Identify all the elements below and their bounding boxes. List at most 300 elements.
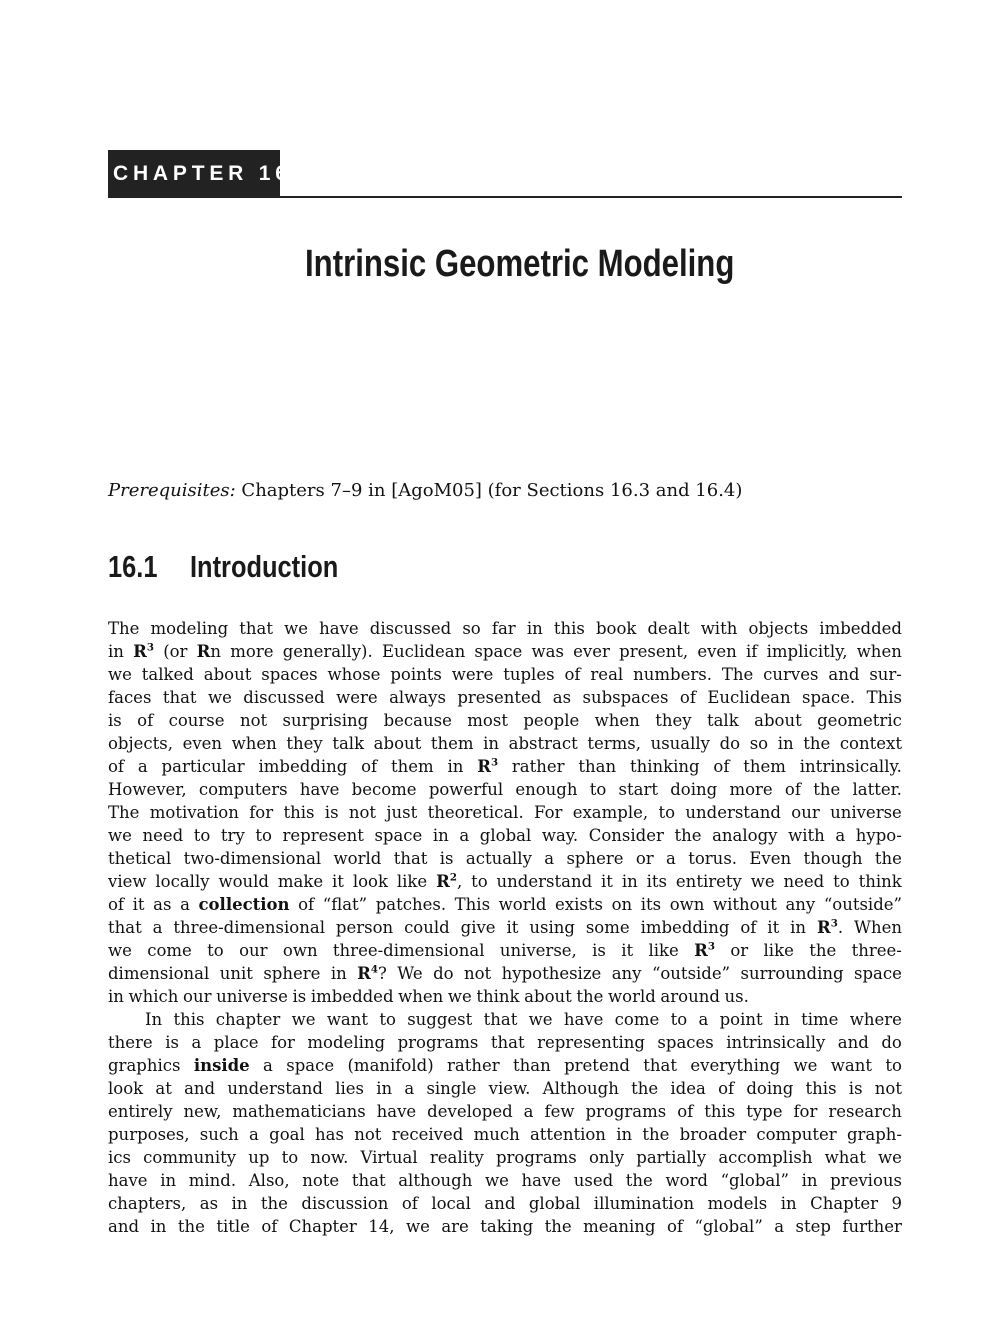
- word: $R^4$?: [357, 963, 387, 983]
- word: dealt: [647, 619, 690, 638]
- word: graphics: [108, 1056, 181, 1075]
- word: of: [361, 757, 378, 776]
- word: using: [529, 918, 575, 937]
- word: The: [108, 803, 140, 822]
- word: analogy: [712, 826, 778, 845]
- word: not: [354, 1125, 382, 1144]
- word: about: [203, 665, 252, 684]
- word: have: [521, 1171, 562, 1190]
- word: make: [277, 872, 324, 891]
- word: own: [669, 895, 705, 914]
- word: doing: [746, 1079, 794, 1098]
- body-line: [108, 893, 902, 916]
- word: space: [286, 1056, 335, 1075]
- word: accomplish: [718, 1148, 813, 1167]
- word: when: [398, 987, 444, 1006]
- word: to: [193, 826, 211, 845]
- word: used: [573, 1171, 614, 1190]
- word: has: [315, 1125, 344, 1144]
- body-text: [108, 617, 902, 1238]
- word: so: [749, 734, 769, 753]
- word: to: [379, 1010, 396, 1029]
- word: For: [534, 803, 563, 822]
- word: theoretical.: [427, 803, 524, 822]
- word: that: [108, 918, 142, 937]
- word: we: [447, 987, 472, 1006]
- word: any: [785, 895, 816, 914]
- word: we: [108, 941, 132, 960]
- word: was: [531, 642, 564, 661]
- word: course: [168, 711, 225, 730]
- word: understand: [496, 872, 593, 891]
- word: as: [153, 895, 172, 914]
- word: present,: [619, 642, 689, 661]
- word: to: [207, 941, 224, 960]
- word: chapter: [215, 1010, 281, 1029]
- word: person: [335, 918, 394, 937]
- word: to: [471, 872, 488, 891]
- word: we: [108, 665, 132, 684]
- word: are: [441, 1217, 469, 1236]
- word: of: [261, 1217, 278, 1236]
- word: them: [430, 734, 474, 753]
- word: it: [506, 918, 519, 937]
- word: of: [108, 757, 125, 776]
- word: faces: [108, 688, 152, 707]
- word: when: [856, 642, 902, 661]
- word: the: [177, 1217, 205, 1236]
- word: the: [803, 734, 831, 753]
- word: attention: [529, 1125, 606, 1144]
- word: mind.: [188, 1171, 237, 1190]
- word: most: [467, 711, 508, 730]
- word: three-dimensional: [173, 918, 325, 937]
- word: spaces: [261, 665, 318, 684]
- word: discussion: [301, 1194, 389, 1213]
- word: this: [704, 1102, 736, 1121]
- word: imbedded: [310, 987, 394, 1006]
- word: although: [398, 1171, 473, 1190]
- word: programs: [495, 1148, 577, 1167]
- word: the: [874, 849, 902, 868]
- word: objects,: [108, 734, 173, 753]
- word: purposes,: [108, 1125, 190, 1144]
- word: place: [213, 1033, 259, 1052]
- body-line: [108, 778, 902, 801]
- word: particular: [161, 757, 245, 776]
- word: that: [393, 849, 428, 868]
- word: “outside”: [823, 895, 902, 914]
- word: discussed: [243, 688, 325, 707]
- word: so: [462, 619, 481, 638]
- word: it: [621, 941, 634, 960]
- word: of: [137, 711, 154, 730]
- word: idea: [670, 1079, 706, 1098]
- word: “global”: [694, 1217, 763, 1236]
- word: always: [389, 688, 446, 707]
- word: or: [635, 849, 654, 868]
- word: that: [351, 1171, 386, 1190]
- word: even: [697, 642, 737, 661]
- word: our: [239, 941, 268, 960]
- word: us.: [724, 987, 749, 1006]
- word: a: [191, 1033, 202, 1052]
- word: Euclidean: [381, 642, 466, 661]
- body-line: [108, 1031, 902, 1054]
- word: powerful: [428, 780, 504, 799]
- word: we: [484, 1171, 509, 1190]
- word: talked: [141, 665, 194, 684]
- word: of: [564, 665, 581, 684]
- word: surrounding: [740, 964, 844, 983]
- word: like: [763, 941, 794, 960]
- word: it: [132, 895, 145, 914]
- word: were: [451, 665, 494, 684]
- body-line: [108, 824, 902, 847]
- word: our: [183, 987, 212, 1006]
- word: represent: [282, 826, 364, 845]
- word: in: [108, 987, 124, 1006]
- word: up: [248, 1148, 270, 1167]
- word: imbedding: [640, 918, 730, 937]
- word: what: [824, 1148, 866, 1167]
- word: and: [484, 1194, 516, 1213]
- word: it: [332, 872, 344, 891]
- word: two-dimensional: [183, 849, 322, 868]
- word: when: [594, 711, 640, 730]
- word: need: [783, 872, 825, 891]
- word: universe: [830, 803, 902, 822]
- word: more: [230, 642, 274, 661]
- word: we: [793, 1056, 818, 1075]
- word: in: [801, 1171, 818, 1190]
- word: that: [239, 619, 274, 638]
- word: Even: [749, 849, 792, 868]
- prerequisites-label: Prerequisites:: [108, 480, 236, 501]
- word: computer: [756, 1125, 837, 1144]
- word: 9: [891, 1194, 902, 1213]
- word: them: [743, 757, 786, 776]
- word: view.: [488, 1079, 531, 1098]
- body-line: [108, 1215, 902, 1238]
- word: world: [333, 849, 382, 868]
- word: talk: [332, 734, 365, 753]
- word: sphere: [263, 964, 321, 983]
- word: could: [404, 918, 450, 937]
- body-line: [108, 1008, 902, 1031]
- word: our: [791, 803, 820, 822]
- word: not: [464, 964, 492, 983]
- word: we: [291, 1010, 316, 1029]
- word: $R^3$: [694, 940, 716, 960]
- word: than: [513, 1056, 551, 1075]
- body-line: [108, 640, 902, 663]
- word: graph-: [846, 1125, 902, 1144]
- word: the: [625, 1171, 653, 1190]
- word: for: [249, 803, 274, 822]
- word: further: [842, 1217, 902, 1236]
- word: note: [302, 1171, 340, 1190]
- word: numbers.: [633, 665, 712, 684]
- word: talk: [706, 711, 739, 730]
- word: single: [426, 1079, 477, 1098]
- word: a: [180, 895, 190, 914]
- word: the: [809, 941, 837, 960]
- word: abstract: [508, 734, 578, 753]
- word: for: [270, 1033, 295, 1052]
- section-heading: [108, 549, 338, 585]
- word: have: [319, 619, 359, 638]
- word: look: [352, 872, 388, 891]
- word: of: [740, 918, 757, 937]
- word: book: [595, 619, 637, 638]
- chapter-label: CHAPTER 16: [108, 150, 280, 198]
- word: Consider: [588, 826, 664, 845]
- word: it: [767, 918, 780, 937]
- word: The: [721, 665, 754, 684]
- word: point: [719, 1010, 763, 1029]
- word: a: [544, 849, 555, 868]
- word: pretend: [564, 1056, 630, 1075]
- word: rather: [447, 1056, 500, 1075]
- word: there: [108, 1033, 153, 1052]
- word: a: [249, 1125, 259, 1144]
- word: that: [162, 688, 197, 707]
- word: we: [878, 1148, 902, 1167]
- word: far: [491, 619, 516, 638]
- word: is: [324, 803, 339, 822]
- word: (manifold): [347, 1056, 434, 1075]
- word: around: [660, 987, 720, 1006]
- word: is: [592, 941, 606, 960]
- word: have: [376, 1102, 417, 1121]
- word: objects: [748, 619, 809, 638]
- word: research: [828, 1102, 902, 1121]
- body-line: [108, 1169, 902, 1192]
- word: that: [643, 1056, 677, 1075]
- word: space.: [802, 688, 856, 707]
- word: This: [454, 895, 491, 914]
- word: developed: [427, 1102, 513, 1121]
- body-line: [108, 1192, 902, 1215]
- word: space: [854, 964, 902, 983]
- word: to: [833, 872, 850, 891]
- word: taking: [480, 1217, 534, 1236]
- body-line: [108, 617, 902, 640]
- word: rather: [511, 757, 565, 776]
- word: it: [601, 872, 613, 891]
- word: real: [590, 665, 624, 684]
- word: type: [746, 1102, 783, 1121]
- word: have: [563, 1010, 604, 1029]
- word: to: [885, 1056, 902, 1075]
- word: motivation: [149, 803, 239, 822]
- word: about: [524, 987, 572, 1006]
- word: universe,: [499, 941, 577, 960]
- body-line: [108, 1054, 902, 1077]
- word: intrinsically.: [799, 757, 902, 776]
- word: The: [108, 619, 140, 638]
- section-title: Introduction: [190, 549, 339, 584]
- word: more: [729, 780, 773, 799]
- word: Rn: [196, 642, 222, 661]
- word: in: [231, 1194, 248, 1213]
- body-line: [108, 1077, 902, 1100]
- word: come: [147, 941, 192, 960]
- word: dimensional: [108, 964, 210, 983]
- word: do: [719, 734, 741, 753]
- word: in: [483, 734, 500, 753]
- body-line: [108, 1123, 902, 1146]
- word: like: [648, 941, 679, 960]
- word: a: [835, 826, 846, 845]
- word: (or: [163, 642, 188, 661]
- word: programs: [585, 1102, 667, 1121]
- word: usually: [650, 734, 710, 753]
- word: a: [459, 826, 470, 845]
- word: this: [173, 1010, 205, 1029]
- word: they: [655, 711, 692, 730]
- word: we: [528, 1010, 553, 1029]
- word: time: [801, 1010, 839, 1029]
- word: of: [677, 1102, 694, 1121]
- word: imbedding: [258, 757, 348, 776]
- word: is: [165, 1033, 179, 1052]
- word: word: [665, 1171, 708, 1190]
- word: subspaces: [582, 688, 669, 707]
- word: the: [631, 1079, 659, 1098]
- word: its: [640, 895, 662, 914]
- word: understand: [685, 803, 781, 822]
- word: do: [433, 964, 454, 983]
- word: as: [199, 1194, 219, 1213]
- word: $R^2$,: [436, 871, 463, 891]
- body-line: [108, 1100, 902, 1123]
- word: is: [108, 711, 122, 730]
- word: doing: [670, 780, 718, 799]
- body-line: [108, 686, 902, 709]
- prerequisites: [108, 480, 742, 501]
- word: entirety: [675, 872, 742, 891]
- word: of: [713, 757, 730, 776]
- word: about: [754, 711, 802, 730]
- word: we: [284, 619, 309, 638]
- word: start: [618, 780, 659, 799]
- word: think: [858, 872, 902, 891]
- word: of: [679, 688, 696, 707]
- word: geometric: [817, 711, 902, 730]
- word: and: [837, 1033, 869, 1052]
- word: in: [777, 734, 794, 753]
- word: space: [374, 826, 423, 845]
- word: as: [552, 688, 572, 707]
- prerequisites-text: Chapters 7–9 in [AgoM05] (for Sections 16.3 and 16.4): [241, 480, 743, 501]
- word: actually: [465, 849, 532, 868]
- word: tuples: [503, 665, 555, 684]
- word: the: [260, 1194, 288, 1213]
- word: its: [646, 872, 668, 891]
- word: in: [376, 1079, 393, 1098]
- word: space: [474, 642, 523, 661]
- word: even: [182, 734, 223, 753]
- word: chapters,: [108, 1194, 187, 1213]
- word: own: [282, 941, 318, 960]
- word: have: [108, 1171, 148, 1190]
- word: Also,: [248, 1171, 290, 1190]
- body-line: [108, 755, 902, 778]
- word: exists: [555, 895, 603, 914]
- word: whose: [327, 665, 381, 684]
- word: three-: [851, 941, 902, 960]
- word: global: [479, 826, 532, 845]
- word: hypo-: [855, 826, 902, 845]
- body-line: [108, 939, 902, 962]
- word: step: [795, 1217, 831, 1236]
- section-number: 16.1: [108, 549, 158, 584]
- word: of: [108, 895, 125, 914]
- word: the: [642, 1125, 670, 1144]
- word: and: [108, 1217, 140, 1236]
- word: intrinsically: [726, 1033, 826, 1052]
- word: have: [299, 780, 340, 799]
- word: modeling: [307, 1033, 386, 1052]
- word: of: [298, 895, 315, 914]
- word: models: [707, 1194, 768, 1213]
- word: discussed: [369, 619, 452, 638]
- word: them: [391, 757, 434, 776]
- word: which: [128, 987, 179, 1006]
- word: ics: [108, 1148, 131, 1167]
- word: in: [780, 1194, 797, 1213]
- word: a: [523, 1102, 534, 1121]
- word: new,: [183, 1102, 222, 1121]
- word: Euclidean: [707, 688, 791, 707]
- word: Chapter: [810, 1194, 879, 1213]
- word: want: [830, 1056, 872, 1075]
- word: about: [373, 734, 422, 753]
- word: we: [750, 872, 775, 891]
- body-line: [108, 709, 902, 732]
- word: need: [142, 826, 184, 845]
- word: and: [184, 1079, 216, 1098]
- word: in: [526, 619, 543, 638]
- word: in: [108, 642, 124, 661]
- word: Chapter: [288, 1217, 357, 1236]
- word: patches.: [375, 895, 447, 914]
- body-line: [108, 732, 902, 755]
- body-line: [108, 663, 902, 686]
- word: we: [207, 688, 232, 707]
- word: global: [528, 1194, 581, 1213]
- body-line: [108, 1146, 902, 1169]
- body-line: [108, 870, 902, 893]
- word: though: [803, 849, 863, 868]
- word: inside: [193, 1056, 250, 1075]
- word: “global”: [720, 1171, 789, 1190]
- word: the: [576, 987, 604, 1006]
- word: illumination: [593, 1194, 695, 1213]
- word: a: [666, 849, 676, 868]
- word: way.: [541, 826, 579, 845]
- word: ever: [573, 642, 610, 661]
- word: This: [866, 688, 902, 707]
- word: hypothesize: [501, 964, 602, 983]
- word: than: [578, 757, 617, 776]
- word: However,: [108, 780, 187, 799]
- word: imbedded: [819, 619, 902, 638]
- word: in: [160, 1171, 177, 1190]
- word: example,: [572, 803, 649, 822]
